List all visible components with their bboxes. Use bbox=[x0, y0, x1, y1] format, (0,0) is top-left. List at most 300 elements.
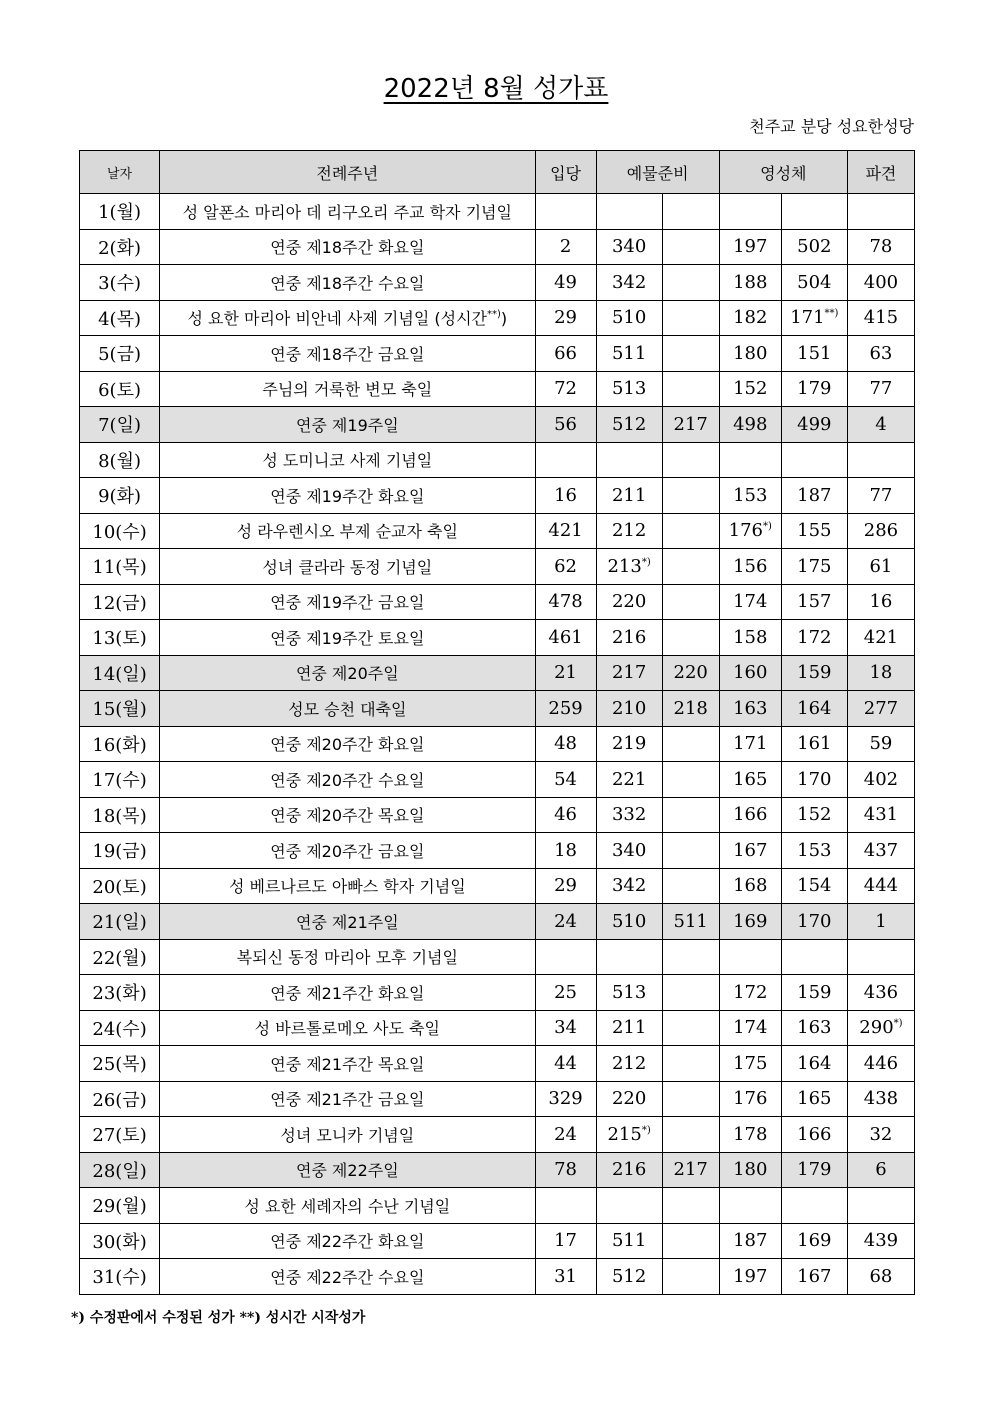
offertory-1-cell-text: 342 bbox=[611, 875, 647, 897]
offertory-1-cell-text: 219 bbox=[611, 733, 647, 755]
offertory-1-cell bbox=[596, 620, 662, 656]
dismissal-cell-text: 16 bbox=[869, 591, 893, 613]
offertory-1-cell bbox=[596, 975, 662, 1011]
communion-1-cell bbox=[719, 868, 781, 904]
liturgy-cell bbox=[160, 1259, 535, 1295]
offertory-2-cell bbox=[662, 194, 719, 230]
liturgy-cell-text: 연중 제22주간 수요일 bbox=[270, 1267, 425, 1287]
date-cell bbox=[80, 300, 160, 336]
date-cell-text: 17(수) bbox=[92, 770, 147, 792]
entrance-cell-text: 72 bbox=[554, 378, 578, 400]
dismissal-cell-text: 439 bbox=[863, 1230, 899, 1252]
offertory-1-cell bbox=[596, 549, 662, 585]
offertory-1-cell bbox=[596, 336, 662, 372]
dismissal-cell-text: 6 bbox=[875, 1159, 887, 1181]
footnote-mark: **) bbox=[824, 308, 839, 320]
entrance-cell-text: 34 bbox=[554, 1017, 578, 1039]
liturgy-cell-text: 연중 제22주간 화요일 bbox=[270, 1232, 425, 1252]
liturgy-cell-text: 연중 제21주간 화요일 bbox=[270, 983, 425, 1003]
church-name: 천주교 분당 성요한성당 bbox=[749, 117, 914, 136]
communion-1-cell-text: 174 bbox=[733, 1017, 768, 1039]
dismissal-cell-text: 444 bbox=[863, 875, 899, 897]
communion-2-cell-text: 164 bbox=[797, 1052, 832, 1074]
communion-2-cell bbox=[781, 229, 847, 265]
offertory-2-cell bbox=[662, 442, 719, 478]
communion-1-cell bbox=[719, 1081, 781, 1117]
communion-2-cell-text: 169 bbox=[797, 1230, 832, 1252]
communion-2-cell bbox=[781, 1259, 847, 1295]
liturgy-cell-text: 성 알폰소 마리아 데 리구오리 주교 학자 기념일 bbox=[182, 202, 512, 222]
offertory-2-cell bbox=[662, 726, 719, 762]
offertory-2-cell bbox=[662, 975, 719, 1011]
liturgy-cell bbox=[160, 904, 535, 940]
dismissal-cell-text: 431 bbox=[863, 804, 899, 826]
entrance-cell-text: 2 bbox=[559, 236, 572, 258]
communion-1-cell-text: 180 bbox=[733, 342, 768, 364]
offertory-2-cell bbox=[662, 1223, 719, 1259]
communion-2-cell bbox=[781, 1010, 847, 1046]
offertory-1-cell bbox=[596, 442, 662, 478]
entrance-cell-text: 17 bbox=[554, 1230, 578, 1252]
entrance-cell-text: 48 bbox=[554, 733, 578, 755]
dismissal-cell bbox=[847, 407, 914, 443]
offertory-2-cell bbox=[662, 762, 719, 798]
date-cell bbox=[80, 442, 160, 478]
liturgy-cell-text: 연중 제19주간 토요일 bbox=[270, 628, 425, 648]
entrance-cell bbox=[535, 442, 596, 478]
offertory-1-cell bbox=[596, 797, 662, 833]
communion-1-cell bbox=[719, 655, 781, 691]
dismissal-cell-text: 400 bbox=[863, 271, 899, 293]
date-cell bbox=[80, 939, 160, 975]
entrance-cell-text: 78 bbox=[554, 1159, 578, 1181]
entrance-cell-text: 24 bbox=[554, 910, 578, 932]
dismissal-cell bbox=[847, 762, 914, 798]
closing-paren: ) bbox=[500, 309, 508, 329]
entrance-cell bbox=[535, 939, 596, 975]
offertory-2-cell bbox=[662, 797, 719, 833]
table-row bbox=[80, 265, 915, 301]
date-cell bbox=[80, 229, 160, 265]
footnote-mark: *) bbox=[762, 521, 772, 533]
liturgy-cell-text: 성 라우렌시오 부제 순교자 축일 bbox=[236, 522, 458, 542]
entrance-cell bbox=[535, 300, 596, 336]
date-cell-text: 10(수) bbox=[92, 521, 147, 543]
table-row bbox=[80, 584, 915, 620]
dismissal-cell bbox=[847, 868, 914, 904]
date-cell bbox=[80, 1010, 160, 1046]
date-cell bbox=[80, 1223, 160, 1259]
liturgy-cell-text: 연중 제18주간 수요일 bbox=[270, 273, 425, 293]
communion-2-cell-text: 153 bbox=[797, 839, 832, 861]
communion-1-cell-text: 176 bbox=[728, 520, 763, 542]
table-row bbox=[80, 904, 915, 940]
communion-1-cell-text: 188 bbox=[733, 271, 768, 293]
communion-1-cell bbox=[719, 762, 781, 798]
offertory-1-cell bbox=[596, 939, 662, 975]
entrance-cell bbox=[535, 726, 596, 762]
offertory-2-cell bbox=[662, 1259, 719, 1295]
dismissal-cell bbox=[847, 584, 914, 620]
date-cell-text: 27(토) bbox=[92, 1125, 147, 1147]
communion-2-cell bbox=[781, 1046, 847, 1082]
date-cell bbox=[80, 478, 160, 514]
communion-2-cell-text: 166 bbox=[797, 1123, 832, 1145]
communion-1-cell bbox=[719, 1010, 781, 1046]
offertory-1-cell-text: 340 bbox=[611, 839, 647, 861]
offertory-1-cell-text: 342 bbox=[611, 271, 647, 293]
communion-2-cell bbox=[781, 1152, 847, 1188]
footnote-mark: *) bbox=[641, 556, 651, 568]
communion-1-cell-text: 178 bbox=[733, 1123, 768, 1145]
date-cell-text: 5(금) bbox=[98, 344, 141, 366]
entrance-cell-text: 62 bbox=[554, 555, 578, 577]
offertory-2-cell bbox=[662, 584, 719, 620]
dismissal-cell-text: 32 bbox=[869, 1123, 893, 1145]
communion-1-cell bbox=[719, 1152, 781, 1188]
communion-1-cell bbox=[719, 265, 781, 301]
date-cell bbox=[80, 194, 160, 230]
date-cell bbox=[80, 371, 160, 407]
table-row bbox=[80, 655, 915, 691]
dismissal-cell bbox=[847, 1188, 914, 1224]
communion-1-cell bbox=[719, 1188, 781, 1224]
offertory-1-cell-text: 217 bbox=[611, 662, 647, 684]
offertory-2-cell bbox=[662, 229, 719, 265]
offertory-2-cell-text: 220 bbox=[673, 662, 708, 684]
date-cell bbox=[80, 1188, 160, 1224]
communion-1-cell-text: 153 bbox=[733, 484, 768, 506]
offertory-2-cell bbox=[662, 1046, 719, 1082]
offertory-2-cell bbox=[662, 620, 719, 656]
title-text: 2022년 8월 성가표 bbox=[383, 74, 609, 104]
date-cell bbox=[80, 691, 160, 727]
offertory-1-cell-text: 512 bbox=[611, 1265, 647, 1287]
liturgy-cell-text: 성 베르나르도 아빠스 학자 기념일 bbox=[228, 877, 466, 897]
communion-1-cell bbox=[719, 336, 781, 372]
liturgy-cell bbox=[160, 194, 535, 230]
dismissal-cell-text: 1 bbox=[875, 910, 887, 932]
date-cell-text: 12(금) bbox=[92, 592, 147, 614]
table-row bbox=[80, 1152, 915, 1188]
entrance-cell bbox=[535, 762, 596, 798]
table-row bbox=[80, 868, 915, 904]
liturgy-cell bbox=[160, 868, 535, 904]
liturgy-cell bbox=[160, 939, 535, 975]
offertory-2-cell bbox=[662, 1152, 719, 1188]
table-row bbox=[80, 1010, 915, 1046]
liturgy-cell-text: 연중 제18주간 화요일 bbox=[270, 238, 425, 258]
communion-2-cell-text: 499 bbox=[797, 413, 832, 435]
entrance-cell-text: 54 bbox=[554, 768, 578, 790]
dismissal-cell-text: 4 bbox=[875, 413, 887, 435]
table-row bbox=[80, 478, 915, 514]
table-row bbox=[80, 691, 915, 727]
entrance-cell-text: 21 bbox=[554, 662, 578, 684]
dismissal-cell bbox=[847, 1259, 914, 1295]
liturgy-cell bbox=[160, 513, 535, 549]
communion-2-cell bbox=[781, 265, 847, 301]
communion-1-cell bbox=[719, 1259, 781, 1295]
dismissal-cell bbox=[847, 975, 914, 1011]
offertory-1-cell bbox=[596, 265, 662, 301]
dismissal-cell-text: 78 bbox=[869, 236, 893, 258]
liturgy-cell-text: 연중 제21주일 bbox=[295, 912, 399, 932]
offertory-1-cell-text: 210 bbox=[611, 697, 647, 719]
communion-2-cell bbox=[781, 513, 847, 549]
communion-1-cell bbox=[719, 691, 781, 727]
liturgy-cell-text: 연중 제19주간 화요일 bbox=[270, 486, 425, 506]
offertory-1-cell bbox=[596, 904, 662, 940]
entrance-cell-text: 29 bbox=[554, 307, 578, 329]
date-cell-text: 11(목) bbox=[92, 557, 147, 579]
dismissal-cell-text: 421 bbox=[863, 626, 899, 648]
offertory-1-cell-text: 513 bbox=[611, 981, 647, 1003]
communion-2-cell bbox=[781, 1223, 847, 1259]
dismissal-cell-text: 415 bbox=[863, 307, 899, 329]
date-cell bbox=[80, 797, 160, 833]
liturgy-cell-text: 연중 제18주간 금요일 bbox=[270, 344, 425, 364]
communion-2-cell-text: 154 bbox=[797, 875, 832, 897]
entrance-cell bbox=[535, 478, 596, 514]
communion-2-cell-text: 179 bbox=[797, 378, 832, 400]
dismissal-cell bbox=[847, 300, 914, 336]
dismissal-cell bbox=[847, 797, 914, 833]
header-dismissal: 파견 bbox=[847, 151, 914, 194]
entrance-cell-text: 478 bbox=[548, 591, 583, 613]
offertory-1-cell-text: 213 bbox=[607, 555, 642, 577]
communion-2-cell bbox=[781, 868, 847, 904]
offertory-2-cell bbox=[662, 549, 719, 585]
communion-1-cell-text: 174 bbox=[733, 591, 768, 613]
communion-2-cell bbox=[781, 584, 847, 620]
offertory-1-cell bbox=[596, 691, 662, 727]
offertory-1-cell bbox=[596, 1152, 662, 1188]
offertory-1-cell-text: 221 bbox=[611, 768, 647, 790]
entrance-cell bbox=[535, 904, 596, 940]
entrance-cell-text: 18 bbox=[554, 839, 578, 861]
liturgy-cell-text: 연중 제21주간 금요일 bbox=[270, 1090, 425, 1110]
date-cell bbox=[80, 336, 160, 372]
dismissal-cell bbox=[847, 620, 914, 656]
date-cell bbox=[80, 265, 160, 301]
entrance-cell bbox=[535, 691, 596, 727]
offertory-1-cell bbox=[596, 513, 662, 549]
table-row bbox=[80, 1223, 915, 1259]
offertory-1-cell-text: 510 bbox=[611, 307, 647, 329]
date-cell bbox=[80, 1117, 160, 1153]
communion-1-cell-text: 197 bbox=[733, 1265, 768, 1287]
communion-1-cell bbox=[719, 1117, 781, 1153]
liturgy-cell bbox=[160, 300, 535, 336]
entrance-cell bbox=[535, 336, 596, 372]
communion-1-cell-text: 175 bbox=[733, 1052, 768, 1074]
dismissal-cell-text: 438 bbox=[863, 1088, 899, 1110]
communion-1-cell-text: 182 bbox=[733, 307, 768, 329]
footnote: *) 수정판에서 수정된 성가 **) 성시간 시작성가 bbox=[71, 1310, 366, 1326]
communion-2-cell-text: 172 bbox=[797, 626, 832, 648]
offertory-1-cell-text: 332 bbox=[611, 804, 647, 826]
offertory-1-cell bbox=[596, 1010, 662, 1046]
table-row bbox=[80, 975, 915, 1011]
offertory-2-cell bbox=[662, 1010, 719, 1046]
offertory-2-cell-text: 511 bbox=[673, 910, 708, 932]
liturgy-cell-text: 성모 승천 대축일 bbox=[288, 699, 407, 719]
offertory-1-cell bbox=[596, 229, 662, 265]
table-row bbox=[80, 549, 915, 585]
entrance-cell bbox=[535, 975, 596, 1011]
communion-1-cell bbox=[719, 407, 781, 443]
communion-2-cell bbox=[781, 549, 847, 585]
communion-2-cell-text: 165 bbox=[797, 1088, 832, 1110]
table-row bbox=[80, 442, 915, 478]
communion-2-cell-text: 504 bbox=[797, 271, 832, 293]
liturgy-cell-text: 복되신 동정 마리아 모후 기념일 bbox=[236, 948, 458, 968]
liturgy-cell bbox=[160, 1010, 535, 1046]
communion-2-cell bbox=[781, 300, 847, 336]
date-cell-text: 8(월) bbox=[98, 450, 141, 472]
entrance-cell-text: 56 bbox=[554, 413, 578, 435]
header-row bbox=[80, 151, 915, 194]
entrance-cell bbox=[535, 1223, 596, 1259]
communion-1-cell-text: 176 bbox=[733, 1088, 768, 1110]
communion-2-cell bbox=[781, 726, 847, 762]
date-cell-text: 19(금) bbox=[92, 841, 147, 863]
entrance-cell-text: 16 bbox=[554, 484, 578, 506]
dismissal-cell-text: 290 bbox=[859, 1017, 894, 1039]
table-row bbox=[80, 371, 915, 407]
date-cell-text: 7(일) bbox=[98, 415, 141, 437]
entrance-cell-text: 421 bbox=[548, 520, 583, 542]
liturgy-cell-text: 성 바르톨로메오 사도 축일 bbox=[254, 1019, 440, 1039]
liturgy-cell bbox=[160, 655, 535, 691]
liturgy-cell bbox=[160, 1223, 535, 1259]
date-cell bbox=[80, 726, 160, 762]
date-cell-text: 4(목) bbox=[98, 308, 141, 330]
table-row bbox=[80, 797, 915, 833]
entrance-cell-text: 44 bbox=[554, 1052, 578, 1074]
offertory-1-cell bbox=[596, 1223, 662, 1259]
entrance-cell-text: 66 bbox=[554, 342, 578, 364]
date-cell-text: 23(화) bbox=[92, 983, 147, 1005]
entrance-cell bbox=[535, 265, 596, 301]
communion-1-cell-text: 152 bbox=[733, 378, 768, 400]
entrance-cell bbox=[535, 620, 596, 656]
communion-1-cell bbox=[719, 584, 781, 620]
offertory-1-cell bbox=[596, 300, 662, 336]
communion-2-cell bbox=[781, 939, 847, 975]
offertory-2-cell bbox=[662, 513, 719, 549]
communion-1-cell bbox=[719, 478, 781, 514]
communion-1-cell bbox=[719, 833, 781, 869]
date-cell-text: 28(일) bbox=[92, 1160, 147, 1182]
liturgy-cell bbox=[160, 691, 535, 727]
hymn-table bbox=[79, 150, 915, 1295]
liturgy-cell-text: 성녀 클라라 동정 기념일 bbox=[262, 557, 433, 577]
dismissal-cell bbox=[847, 442, 914, 478]
dismissal-cell-text: 77 bbox=[869, 484, 893, 506]
communion-1-cell bbox=[719, 229, 781, 265]
liturgy-cell bbox=[160, 478, 535, 514]
dismissal-cell bbox=[847, 1046, 914, 1082]
dismissal-cell-text: 18 bbox=[869, 662, 893, 684]
page-title bbox=[0, 68, 992, 105]
footnote-mark: *) bbox=[893, 1018, 903, 1030]
offertory-1-cell bbox=[596, 762, 662, 798]
offertory-2-cell bbox=[662, 300, 719, 336]
communion-1-cell-text: 167 bbox=[733, 839, 768, 861]
communion-1-cell-text: 172 bbox=[733, 981, 768, 1003]
communion-1-cell bbox=[719, 620, 781, 656]
date-cell bbox=[80, 833, 160, 869]
offertory-2-cell bbox=[662, 1081, 719, 1117]
communion-2-cell bbox=[781, 1081, 847, 1117]
offertory-1-cell bbox=[596, 726, 662, 762]
offertory-1-cell bbox=[596, 868, 662, 904]
date-cell bbox=[80, 1259, 160, 1295]
date-cell bbox=[80, 1046, 160, 1082]
liturgy-cell bbox=[160, 336, 535, 372]
communion-1-cell bbox=[719, 904, 781, 940]
communion-2-cell-text: 155 bbox=[797, 520, 832, 542]
date-cell-text: 15(월) bbox=[92, 699, 147, 721]
communion-2-cell-text: 502 bbox=[797, 236, 832, 258]
table-row bbox=[80, 407, 915, 443]
offertory-2-cell bbox=[662, 371, 719, 407]
communion-2-cell bbox=[781, 442, 847, 478]
date-cell-text: 13(토) bbox=[92, 628, 147, 650]
liturgy-cell bbox=[160, 442, 535, 478]
offertory-1-cell bbox=[596, 478, 662, 514]
dismissal-cell bbox=[847, 513, 914, 549]
date-cell bbox=[80, 513, 160, 549]
communion-1-cell-text: 169 bbox=[733, 910, 768, 932]
table-row bbox=[80, 833, 915, 869]
entrance-cell-text: 461 bbox=[548, 626, 583, 648]
offertory-1-cell bbox=[596, 1259, 662, 1295]
table-row bbox=[80, 1259, 915, 1295]
communion-2-cell bbox=[781, 655, 847, 691]
communion-2-cell bbox=[781, 336, 847, 372]
table-row bbox=[80, 620, 915, 656]
communion-2-cell bbox=[781, 371, 847, 407]
liturgy-cell bbox=[160, 407, 535, 443]
communion-1-cell-text: 171 bbox=[733, 733, 768, 755]
communion-2-cell bbox=[781, 797, 847, 833]
date-cell-text: 25(목) bbox=[92, 1054, 147, 1076]
communion-2-cell bbox=[781, 904, 847, 940]
communion-2-cell bbox=[781, 194, 847, 230]
offertory-2-cell bbox=[662, 478, 719, 514]
communion-2-cell-text: 159 bbox=[797, 662, 832, 684]
header-communion: 영성체 bbox=[719, 151, 847, 194]
entrance-cell bbox=[535, 194, 596, 230]
date-cell-text: 24(수) bbox=[92, 1018, 147, 1040]
offertory-2-cell bbox=[662, 407, 719, 443]
entrance-cell-text: 25 bbox=[554, 981, 578, 1003]
table-row bbox=[80, 1046, 915, 1082]
entrance-cell bbox=[535, 1152, 596, 1188]
offertory-1-cell bbox=[596, 1046, 662, 1082]
offertory-2-cell bbox=[662, 1117, 719, 1153]
liturgy-cell-text: 성녀 모니카 기념일 bbox=[280, 1125, 415, 1145]
communion-2-cell bbox=[781, 975, 847, 1011]
date-cell-text: 1(월) bbox=[98, 202, 141, 224]
dismissal-cell-text: 63 bbox=[869, 342, 893, 364]
communion-2-cell-text: 159 bbox=[797, 981, 832, 1003]
entrance-cell bbox=[535, 797, 596, 833]
table-row bbox=[80, 194, 915, 230]
